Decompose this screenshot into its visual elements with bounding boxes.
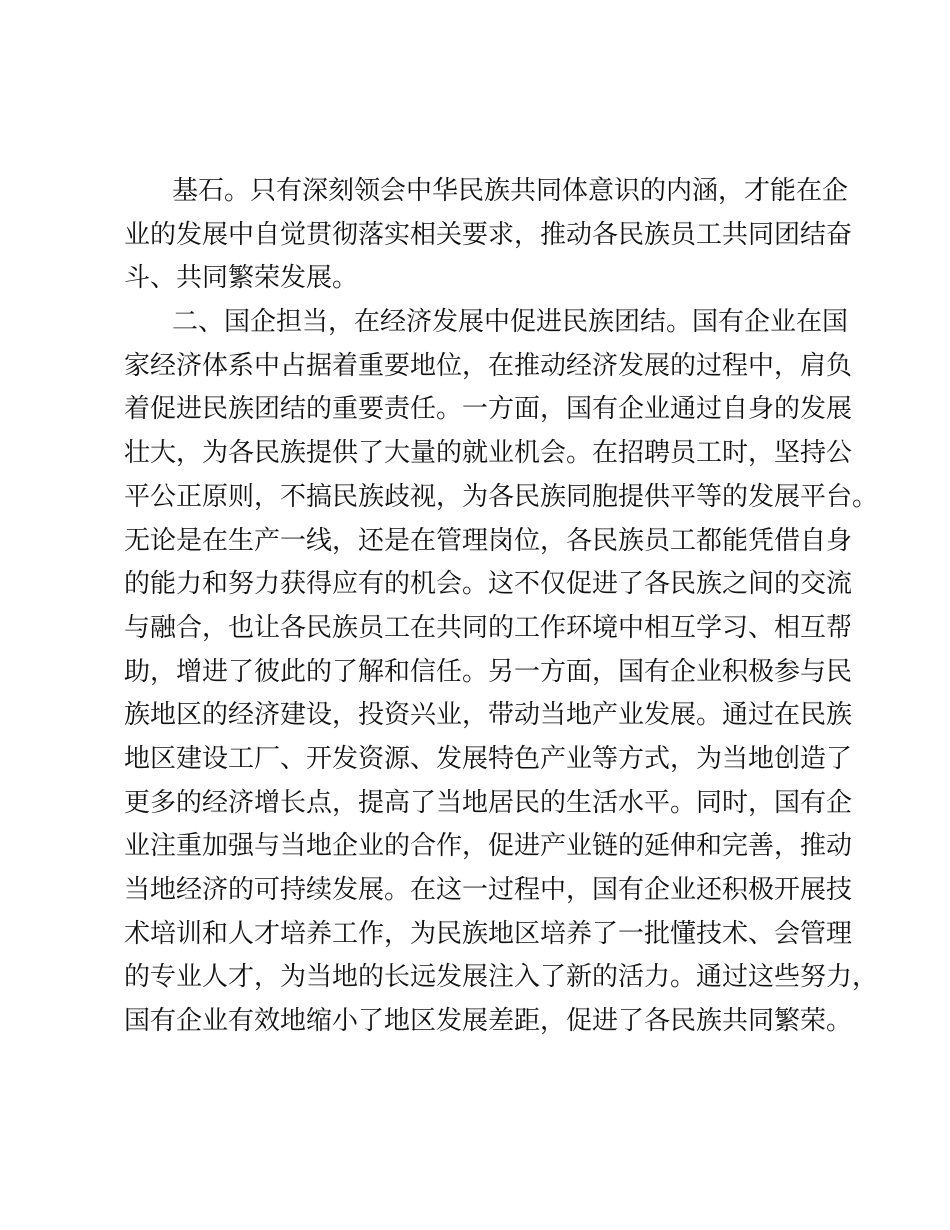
- text-line: 业注重加强与当地企业的合作，促进产业链的延伸和完善，推动: [124, 831, 853, 862]
- text-line: 与融合，也让各民族员工在共同的工作环境中相互学习、相互帮: [124, 612, 853, 643]
- text-line: 国有企业有效地缩小了地区发展差距，促进了各民族共同繁荣。: [124, 1006, 853, 1037]
- text-line: 无论是在生产一线，还是在管理岗位，各民族员工都能凭借自身: [124, 525, 853, 556]
- text-line: 业的发展中自觉贯彻落实相关要求，推动各民族员工共同团结奋: [124, 219, 853, 250]
- text-line: 斗、共同繁荣发展。: [124, 263, 359, 294]
- text-line: 地区建设工厂、开发资源、发展特色产业等方式，为当地创造了: [124, 743, 853, 774]
- text-line: 助，增进了彼此的了解和信任。另一方面，国有企业积极参与民: [124, 656, 853, 687]
- text-line: 术培训和人才培养工作，为民族地区培养了一批懂技术、会管理: [124, 918, 853, 949]
- text-line: 的专业人才，为当地的长远发展注入了新的活力。通过这些努力，: [124, 962, 879, 993]
- text-line: 二、国企担当，在经济发展中促进民族团结。国有企业在国: [172, 307, 849, 338]
- text-line: 基石。只有深刻领会中华民族共同体意识的内涵，才能在企: [172, 176, 849, 206]
- paragraph-2: [124, 301, 879, 1044]
- text-line: 着促进民族团结的重要责任。一方面，国有企业通过自身的发展: [124, 394, 853, 425]
- paragraph-1: [124, 170, 853, 301]
- text-line: 的能力和努力获得应有的机会。这不仅促进了各民族之间的交流: [124, 569, 853, 600]
- text-line: 族地区的经济建设，投资兴业，带动当地产业发展。通过在民族: [124, 700, 853, 731]
- text-line: 家经济体系中占据着重要地位，在推动经济发展的过程中，肩负: [124, 350, 853, 381]
- text-line: 当地经济的可持续发展。在这一过程中，国有企业还积极开展技: [124, 875, 853, 905]
- body-text: [124, 170, 879, 1044]
- text-line: 平公正原则，不搞民族歧视，为各民族同胞提供平等的发展平台。: [124, 481, 879, 512]
- text-line: 壮大，为各民族提供了大量的就业机会。在招聘员工时，坚持公: [124, 438, 853, 469]
- text-line: 更多的经济增长点，提高了当地居民的生活水平。同时，国有企: [124, 787, 853, 818]
